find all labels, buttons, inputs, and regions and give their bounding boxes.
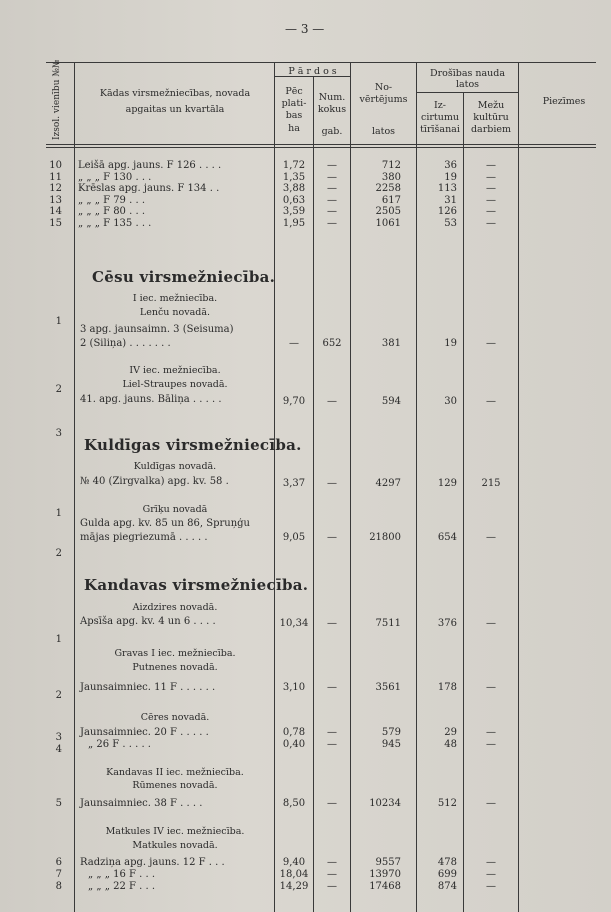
row-cell-area: 1,35 [282, 171, 306, 183]
row-cell-cult: — [486, 183, 496, 195]
kandavas-row4-cult: — [486, 739, 496, 750]
kandavas-row6-clear: 478 [437, 857, 457, 868]
header-culture-2: kultūru [473, 112, 509, 123]
cesu-row2-area: 9,70 [282, 396, 306, 407]
kandavas-row4-area: 0,40 [282, 739, 306, 750]
kandavas-idx6: 6 [55, 857, 62, 868]
cesu-idx2: 2 [55, 384, 62, 395]
kandavas-row5-trees: — [327, 798, 337, 809]
kuldigas-row2-value: 21800 [369, 532, 401, 543]
row-cell-trees: — [327, 160, 337, 171]
kuldigas-row2-line1: Gulda apg. kv. 85 un 86, Spruņģu [80, 518, 250, 529]
cesu-row1-cult: — [486, 338, 496, 349]
kandavas-row1-trees: — [327, 618, 337, 629]
cesu-title: Cēsu virsmežniecība. [92, 268, 276, 286]
row-cell-clear: 19 [444, 171, 457, 183]
kuldigas-idx1: 1 [55, 508, 62, 519]
kandavas-title: Kandavas virsmežniecība. [84, 576, 309, 594]
kandavas-row1-clear: 376 [437, 618, 457, 629]
header-trees-2: kokus [317, 104, 347, 115]
kandavas-row3-trees: — [327, 727, 337, 738]
header-value-2: vērtējums [359, 94, 408, 105]
row-cell-clear: 113 [437, 183, 457, 195]
kandavas-row8-clear: 874 [437, 881, 457, 892]
kandavas-row5-value: 10234 [369, 798, 401, 809]
kandavas-row4-clear: 48 [444, 739, 457, 750]
header-clearing-2: cirtumu [421, 112, 459, 123]
kandavas-row6-trees: — [327, 857, 337, 868]
row-cell-value: 617 [381, 194, 401, 206]
kandavas-sub5: Kandavas II iec. mežniecība. [106, 767, 244, 778]
cesu-row1-area: — [289, 338, 299, 349]
kuldigas-title: Kuldīgas virsmežniecība. [84, 436, 302, 454]
kandavas-row2-cult: — [486, 682, 496, 693]
cesu-sub1: I iec. mežniecība. [132, 293, 218, 304]
kandavas-row2-value: 3561 [375, 682, 401, 693]
kandavas-row4-value: 945 [381, 739, 401, 750]
kandavas-row6-value: 9557 [375, 857, 401, 868]
kandavas-sub7: Matkules IV iec. mežniecība. [105, 826, 245, 837]
kandavas-row6-label: Radziņa apg. jauns. 12 F . . . [80, 857, 225, 868]
kandavas-sub2: Gravas I iec. mežniecība. [114, 648, 236, 659]
kandavas-row3-cult: — [486, 727, 496, 738]
col-line-7 [518, 62, 519, 912]
row-cell-cult: — [486, 218, 496, 229]
row-label: „ „ „ F 135 . . . [78, 218, 152, 229]
cesu-row2-value: 594 [381, 396, 401, 407]
row-label: „ „ „ F 79 . . . [78, 194, 145, 206]
kandavas-sub6: Rūmenes novadā. [132, 780, 218, 791]
row-index: 14 [49, 206, 62, 218]
cesu-row1-line1: 3 apg. jaunsaimn. 3 (Seisuma) [80, 324, 234, 335]
kandavas-row5-cult: — [486, 798, 496, 809]
row-index: 10 [49, 160, 62, 171]
kandavas-idx2: 2 [55, 690, 62, 701]
table-top-rule [46, 62, 596, 63]
cesu-row1-clear: 19 [444, 338, 457, 349]
kuldigas-row1-area: 3,37 [282, 478, 306, 489]
header-notes: Piezīmes [542, 96, 586, 107]
header-culture-1: Mežu [477, 100, 505, 111]
col-line-1 [74, 62, 75, 912]
cesu-row2-cult: — [486, 396, 496, 407]
kandavas-row1-area: 10,34 [279, 618, 309, 629]
kandavas-idx3: 3 [55, 732, 62, 743]
row-cell-value: 1061 [375, 218, 401, 229]
row-cell-clear: 126 [437, 206, 457, 218]
kandavas-idx1: 1 [55, 634, 62, 645]
row-label: „ „ „ F 130 . . . [78, 171, 152, 183]
header-area-4: ha [288, 123, 300, 134]
row-index: 11 [49, 171, 62, 183]
kandavas-row8-trees: — [327, 881, 337, 892]
header-value-3: latos [371, 126, 396, 137]
kandavas-sub3: Putnenes novadā. [132, 662, 218, 673]
row-cell-cult: — [486, 206, 496, 218]
header-pardos: P ā r d o s [288, 66, 337, 77]
kandavas-row3-value: 579 [381, 727, 401, 738]
kandavas-row8-cult: — [486, 881, 496, 892]
kuldigas-row2-area: 9,05 [282, 532, 306, 543]
kandavas-row6-cult: — [486, 857, 496, 868]
row-cell-clear: 36 [444, 160, 457, 171]
kandavas-row2-label: Jaunsaimniec. 11 F . . . . . . [80, 682, 216, 693]
kuldigas-row1-label: № 40 (Zirgvalka) apg. kv. 58 . [80, 476, 229, 487]
header-index: Izsol. vienību №№ [52, 59, 62, 140]
kandavas-row1-label: Apsīša apg. kv. 4 un 6 . . . . [80, 616, 216, 627]
header-trees-3: gab. [321, 126, 343, 137]
header-area-2: plati- [281, 98, 307, 109]
kandavas-sub4: Cēres novadā. [140, 712, 210, 723]
header-clearing-3: tīrīšanai [420, 124, 460, 135]
header-area-3: bas [285, 110, 303, 121]
header-trees-1: Num. [318, 92, 346, 103]
drosibas-rule [416, 92, 518, 93]
row-label: Krēslas apg. jauns. F 134 . . [78, 183, 220, 195]
row-cell-value: 2505 [375, 206, 401, 218]
header-bottom-rule [46, 144, 596, 145]
cesu-idx1: 1 [55, 316, 62, 327]
kandavas-row2-area: 3,10 [282, 682, 306, 693]
kandavas-row5-area: 8,50 [282, 798, 306, 809]
kandavas-row8-area: 14,29 [279, 881, 309, 892]
header-value-1: No- [374, 82, 393, 93]
cesu-sub3: IV iec. mežniecība. [129, 365, 221, 376]
row-cell-cult: — [486, 194, 496, 206]
kandavas-row5-clear: 512 [437, 798, 457, 809]
cesu-row2-clear: 30 [444, 396, 457, 407]
cesu-row2-trees: — [327, 396, 337, 407]
kandavas-row2-clear: 178 [437, 682, 457, 693]
header-forest-line1: Kādas virsmežniecības, novada [99, 88, 251, 99]
header-forest-line2: apgaitas un kvartāla [125, 104, 225, 115]
row-cell-area: 3,59 [282, 206, 306, 218]
header-area-1: Pēc [285, 86, 303, 97]
cesu-row1-value: 381 [381, 338, 401, 349]
row-cell-clear: 31 [444, 194, 457, 206]
kandavas-row1-cult: — [486, 618, 496, 629]
kandavas-row2-trees: — [327, 682, 337, 693]
cesu-sub4: Liel-Straupes novadā. [122, 379, 228, 390]
kuldigas-row1-trees: — [327, 478, 337, 489]
kandavas-row5-label: Jaunsaimniec. 38 F . . . . [80, 798, 203, 809]
kandavas-row8-value: 17468 [369, 881, 401, 892]
row-cell-trees: — [327, 171, 337, 183]
kandavas-row3-label: Jaunsaimniec. 20 F . . . . . [80, 727, 209, 738]
row-cell-trees: — [327, 194, 337, 206]
row-cell-cult: — [486, 171, 496, 183]
kuldigas-row1-value: 4297 [375, 478, 401, 489]
row-cell-trees: — [327, 183, 337, 195]
row-index: 15 [49, 218, 62, 229]
row-cell-area: 0,63 [282, 194, 306, 206]
kuldigas-row2-clear: 654 [437, 532, 457, 543]
row-cell-area: 3,88 [282, 183, 306, 195]
kuldigas-idx2: 2 [55, 548, 62, 559]
cesu-idx3: 3 [55, 428, 62, 439]
row-cell-area: 1,72 [282, 160, 306, 171]
header-clearing-1: Iz- [434, 100, 446, 111]
row-cell-value: 380 [381, 171, 401, 183]
cesu-sub2: Lenču novadā. [139, 307, 211, 318]
kandavas-row7-label: „ „ „ 16 F . . . [88, 869, 155, 880]
row-cell-value: 2258 [375, 183, 401, 195]
kandavas-sub1: Aizdzires novadā. [132, 602, 218, 613]
kandavas-row1-value: 7511 [375, 618, 401, 629]
kandavas-row4-label: „ 26 F . . . . . [88, 739, 151, 750]
row-cell-area: 1,95 [282, 218, 306, 229]
cesu-row1-line2: 2 (Siliņa) . . . . . . . [80, 338, 171, 349]
kandavas-row7-area: 18,04 [279, 869, 309, 880]
kandavas-sub8: Matkules novadā. [132, 840, 218, 851]
kandavas-row3-area: 0,78 [282, 727, 306, 738]
row-cell-cult: — [486, 160, 496, 171]
row-cell-clear: 53 [444, 218, 457, 229]
kandavas-row7-value: 13970 [369, 869, 401, 880]
kuldigas-row1-clear: 129 [437, 478, 457, 489]
cesu-row1-trees: 652 [322, 338, 342, 349]
kuldigas-row2-line2: mājas piegriezumā . . . . . [80, 532, 208, 543]
cesu-row2-label: 41. apg. jauns. Bāliņa . . . . . [80, 394, 222, 405]
kuldigas-row2-cult: — [486, 532, 496, 543]
header-deposit-2: latos [455, 79, 480, 90]
row-label: Leišā apg. jauns. F 126 . . . . [78, 160, 222, 171]
kuldigas-sub2: Grīķu novadā [142, 504, 208, 515]
kandavas-idx4: 4 [55, 744, 62, 755]
kuldigas-sub1: Kuldīgas novadā. [133, 461, 217, 472]
kandavas-row7-trees: — [327, 869, 337, 880]
header-culture-3: darbiem [470, 124, 512, 135]
kuldigas-row2-trees: — [327, 532, 337, 543]
row-label: „ „ „ F 80 . . . [78, 206, 145, 218]
page-number: — 3 — [285, 22, 325, 36]
kandavas-row8-label: „ „ „ 22 F . . . [88, 881, 155, 892]
kuldigas-row1-cult: 215 [481, 478, 501, 489]
kandavas-idx5: 5 [55, 798, 62, 809]
header-bottom-rule-2 [46, 147, 596, 148]
row-cell-trees: — [327, 218, 337, 229]
kandavas-idx8: 8 [55, 881, 62, 892]
kandavas-row7-cult: — [486, 869, 496, 880]
row-cell-trees: — [327, 206, 337, 218]
row-index: 13 [49, 194, 62, 206]
row-cell-value: 712 [381, 160, 401, 171]
kandavas-idx7: 7 [55, 869, 62, 880]
kandavas-row7-clear: 699 [437, 869, 457, 880]
kandavas-row6-area: 9,40 [282, 857, 306, 868]
kandavas-row3-clear: 29 [444, 727, 457, 738]
row-index: 12 [49, 183, 62, 195]
header-deposit-1: Drošības nauda [429, 68, 506, 79]
kandavas-row4-trees: — [327, 739, 337, 750]
